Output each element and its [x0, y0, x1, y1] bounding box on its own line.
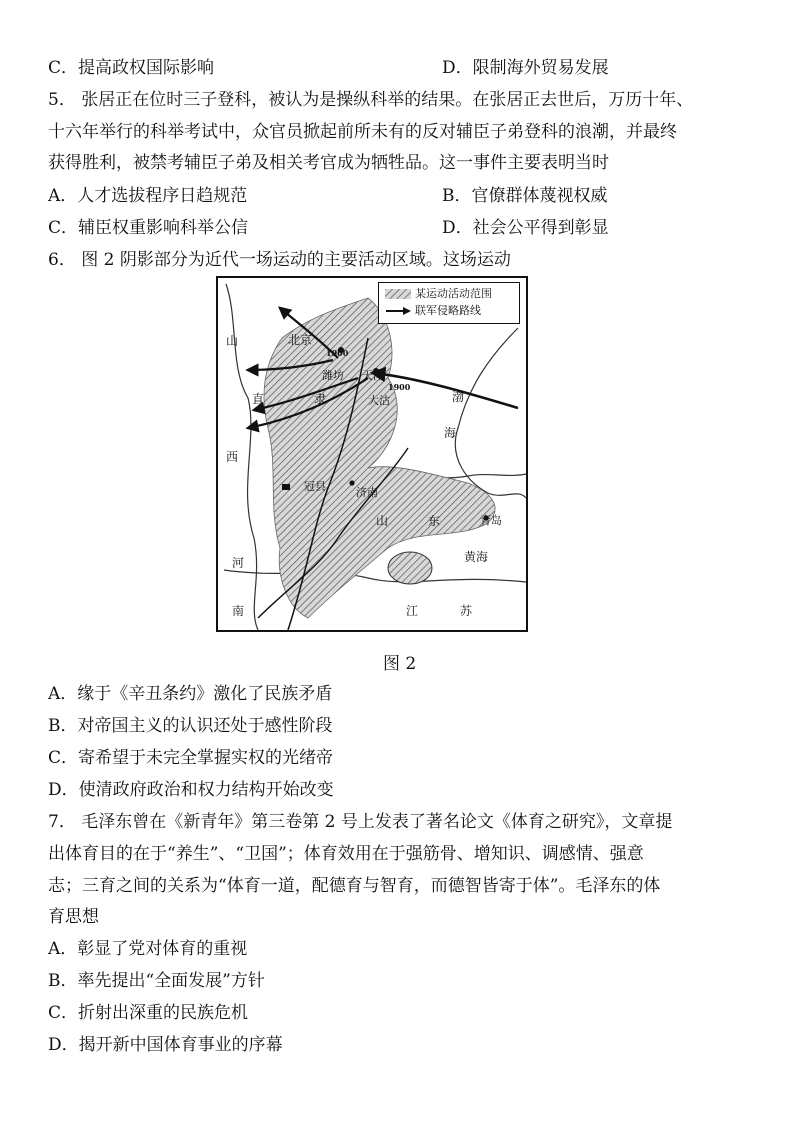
label-huanghai: 黄海: [464, 550, 489, 564]
label-dagu: 大沽: [368, 394, 390, 407]
label-shandong-shan: 山: [376, 514, 389, 528]
q6-option-c: C．寄希望于未完全掌握实权的光绪帝: [48, 748, 334, 768]
map-drawing: [218, 278, 526, 630]
q7-option-c: C．折射出深重的民族危机: [48, 1003, 249, 1023]
label-jinan: 济南: [356, 486, 378, 499]
map-legend: [378, 282, 520, 324]
q7-option-b: B．率先提出“全面发展”方针: [48, 971, 265, 991]
q5-option-a: A．人才选拔程序日趋规范: [48, 186, 248, 206]
label-year-sea: 1900: [388, 382, 411, 392]
q4-option-d: D．限制海外贸易发展: [442, 58, 609, 78]
q5-stem-line-1: 5． 张居正在位时三子登科，被认为是操纵科举的结果。在张居正去世后，万历十年、: [48, 90, 694, 110]
henan-jiangsu-border: [224, 570, 526, 582]
q7-stem-line-1: 7． 毛泽东曾在《新青年》第三卷第 2 号上发表了著名论文《体育之研究》，文章提: [48, 812, 673, 832]
label-shan: 山: [226, 334, 239, 348]
label-qingdao: 青岛: [480, 514, 502, 527]
label-shandong-dong: 东: [428, 514, 441, 528]
q7-stem-line-3: 志；三育之间的关系为“体育一道，配德育与智育，而德智皆寄于体”。毛泽东的体: [48, 876, 661, 896]
q4-option-c: C．提高政权国际影响: [48, 58, 215, 78]
label-tianjin: 天津: [362, 369, 384, 382]
q7-option-d: D．揭开新中国体育事业的序幕: [48, 1035, 283, 1055]
label-xi: 西: [226, 450, 239, 464]
q5-stem-line-3: 获得胜利，被禁考辅臣子弟及相关考官成为牺牲品。这一事件主要表明当时: [48, 153, 609, 173]
q7-stem-line-2: 出体育目的在于“养生”、“卫国”；体育效用在于强筋骨、增知识、调感情、强意: [48, 844, 644, 864]
q6-stem: 6． 图 2 阴影部分为近代一场运动的主要活动区域。这场运动: [48, 250, 511, 270]
label-guanxian: 冠县: [304, 480, 326, 493]
legend-route-row: [385, 304, 481, 318]
q5-option-b: B．官僚群体蔑视权威: [442, 186, 608, 206]
q5-option-c: C．辅臣权重影响科举公信: [48, 218, 249, 238]
label-jiang: 江: [406, 604, 419, 618]
label-hai: 海: [444, 426, 457, 440]
figure-caption: 图 2: [383, 654, 417, 674]
label-year-beijing: 1900: [326, 348, 349, 358]
shaded-island-region: [388, 552, 432, 584]
legend-route-label: 联军侵略路线: [415, 304, 481, 317]
q6-option-d: D．使清政府政治和权力结构开始改变: [48, 780, 334, 800]
label-nan: 南: [232, 604, 245, 618]
label-weifang: 潍坊: [322, 369, 344, 382]
legend-shade-row: [385, 287, 492, 301]
q6-option-a: A．缘于《辛丑条约》激化了民族矛盾: [48, 684, 333, 704]
q6-option-b: B．对帝国主义的认识还处于感性阶段: [48, 716, 333, 736]
hatch-swatch-icon: [385, 289, 411, 299]
label-he: 河: [232, 556, 245, 570]
boxer-movement-map: [216, 276, 528, 632]
jinan-marker: [349, 480, 354, 485]
q7-option-a: A．彰显了党对体育的重视: [48, 939, 248, 959]
arrow-swatch-icon: [385, 306, 411, 316]
q7-stem-line-4: 育思想: [48, 907, 99, 927]
label-beijing: 北京: [288, 333, 313, 347]
legend-shade-label: 某运动活动范围: [415, 287, 492, 300]
coastline: [455, 328, 526, 498]
q5-stem-line-2: 十六年举行的科举考试中，众官员掀起前所未有的反对辅臣子弟登科的浪潮，并最终: [48, 122, 677, 142]
label-li: 隶: [314, 392, 327, 406]
label-bo: 渤: [452, 390, 465, 404]
guanxian-marker: [282, 484, 290, 490]
label-zhi: 直: [252, 392, 265, 406]
label-su: 苏: [460, 604, 473, 618]
q5-option-d: D．社会公平得到彰显: [442, 218, 609, 238]
